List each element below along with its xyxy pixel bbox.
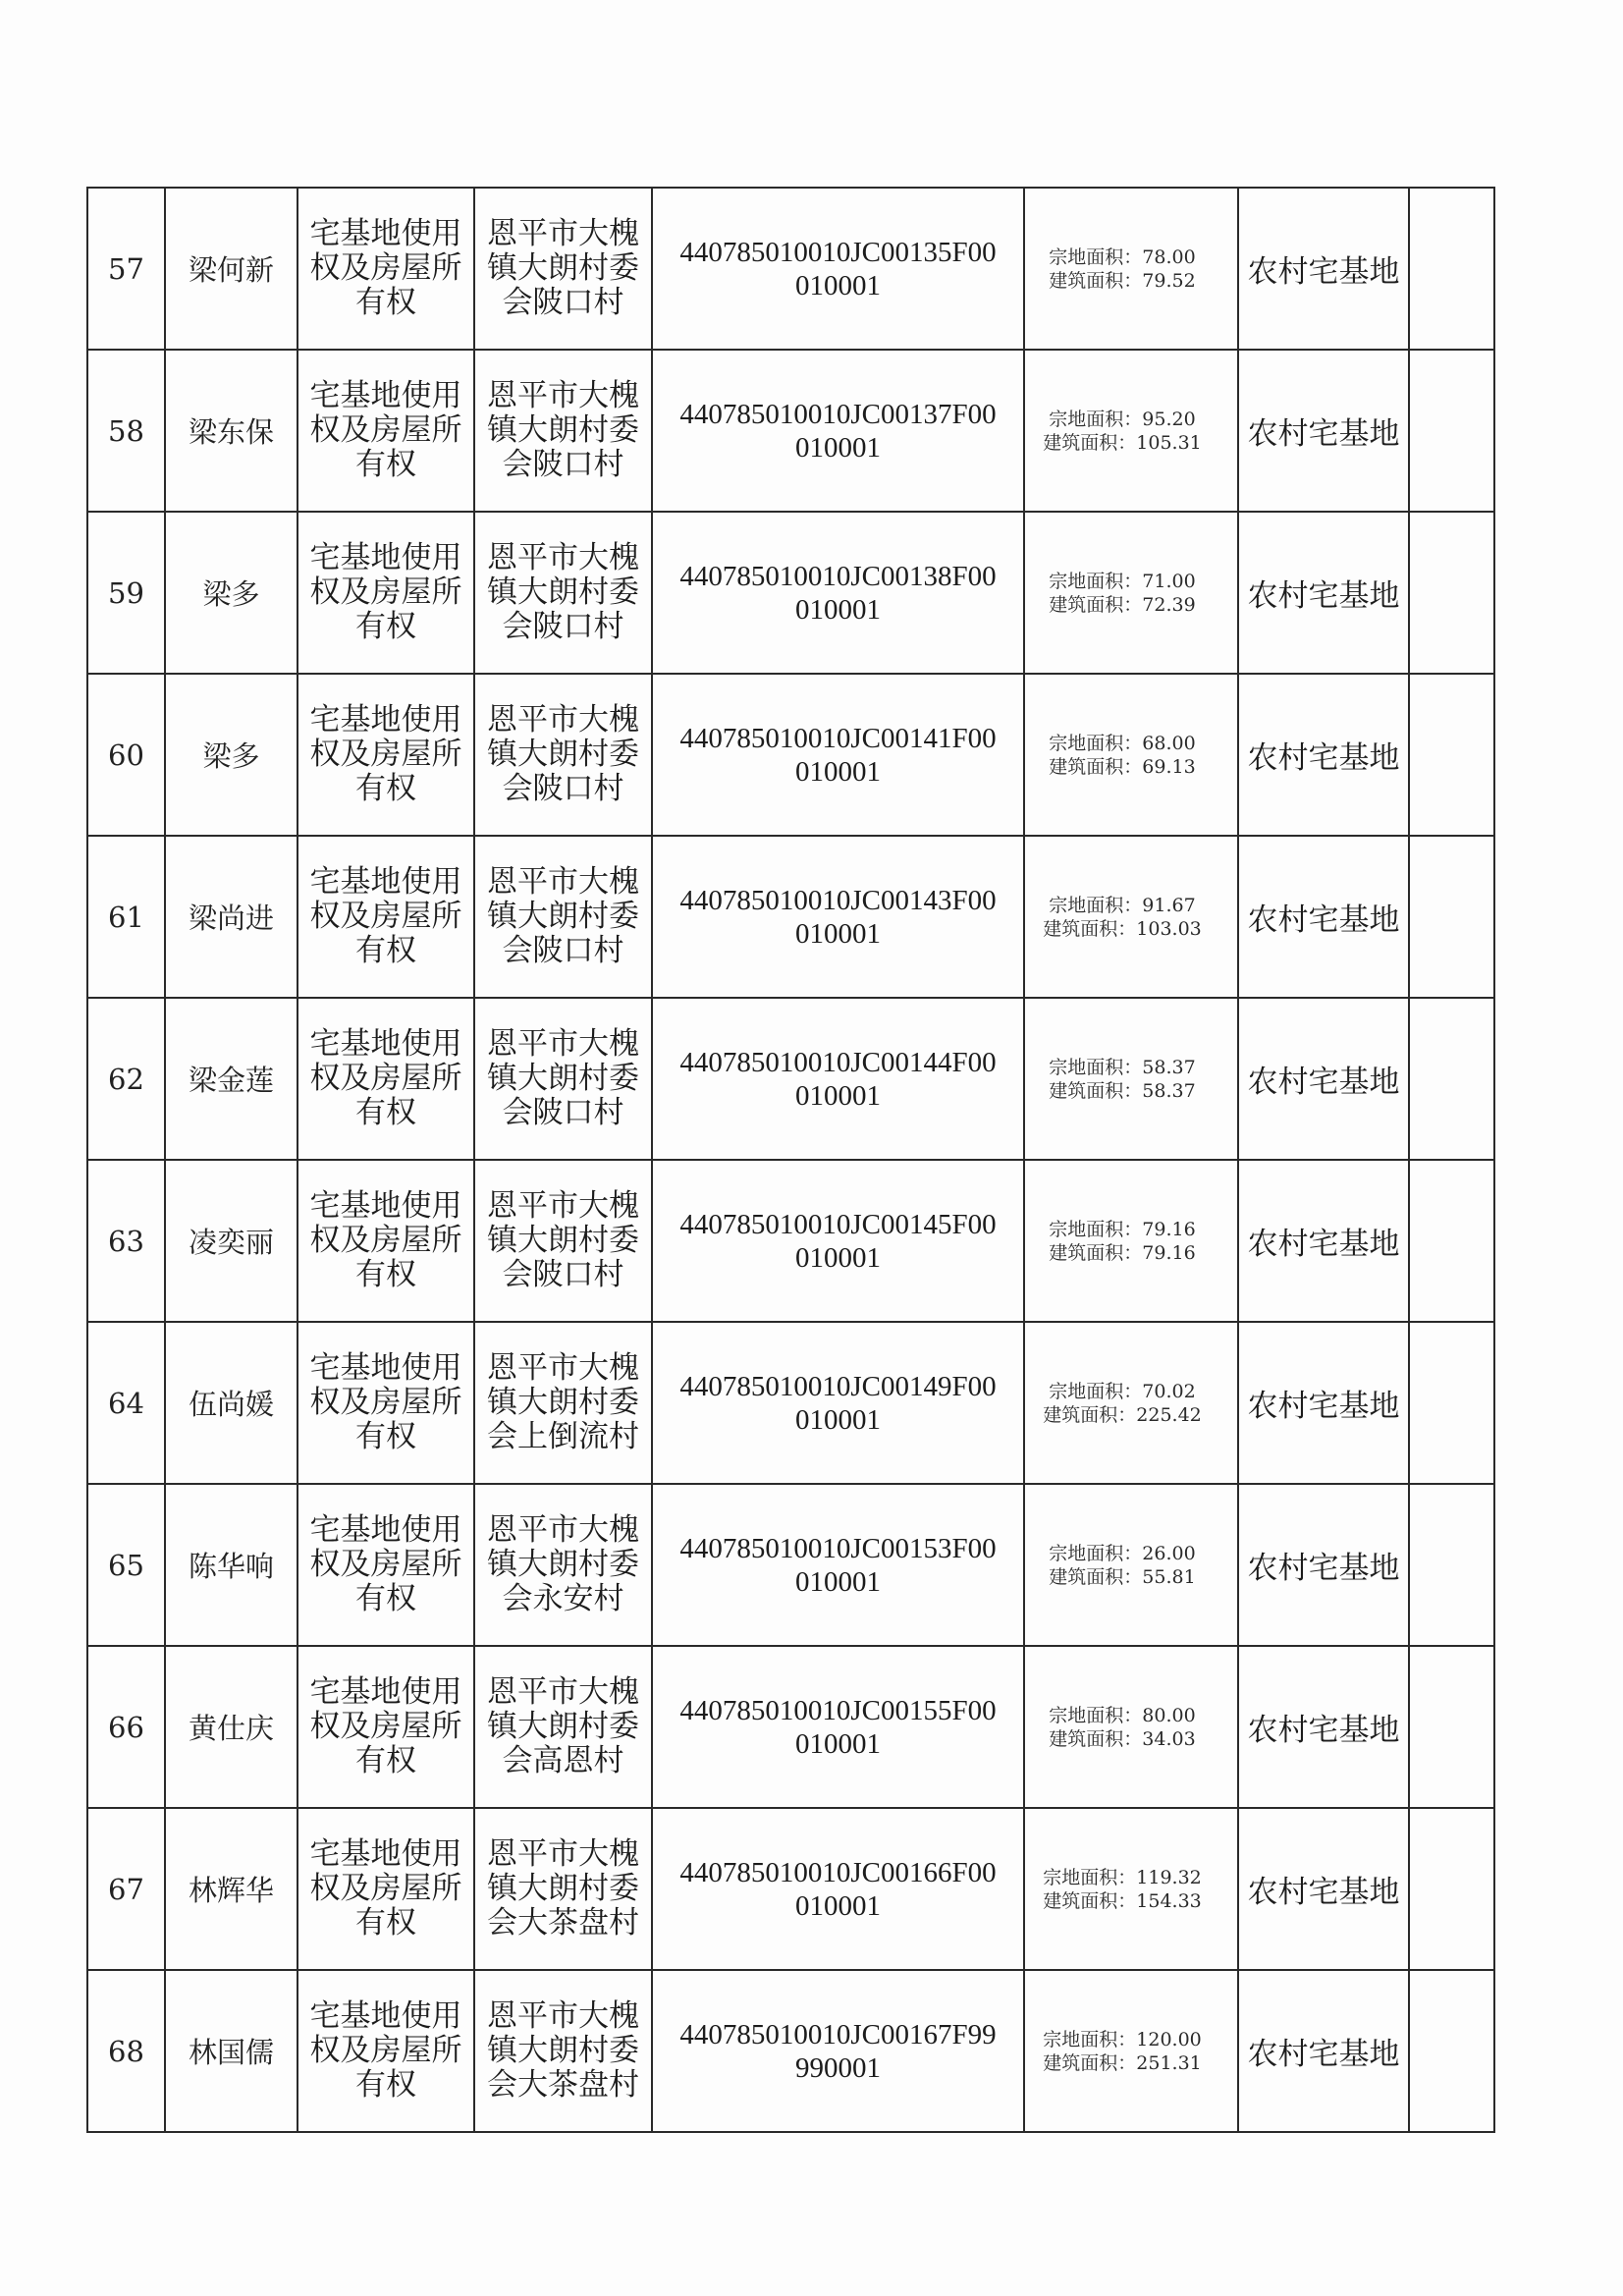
building-area-value: 225.42 [1136,1403,1202,1426]
land-use: 农村宅基地 [1238,1646,1409,1808]
remarks [1409,998,1494,1160]
location-line: 镇大朗村委 [487,899,639,934]
right-type-line: 宅基地使用 [309,864,462,900]
unit-code-line: 010001 [795,1565,881,1598]
unit-code-line: 440785010010JC00141F00 [679,722,997,754]
unit-code-line: 440785010010JC00135F00 [679,236,997,268]
right-type [298,1808,474,1970]
building-area-label: 建筑面积： [1043,431,1137,454]
right-type-line: 宅基地使用 [309,1674,462,1710]
location-line: 会大茶盘村 [487,2067,639,2103]
unit-code-line: 440785010010JC00145F00 [679,1208,997,1240]
right-type-line: 有权 [355,285,416,320]
unit-code-line: 010001 [795,593,881,626]
row-number: 65 [87,1484,165,1646]
right-type [298,1970,474,2132]
land-area-label: 宗地面积： [1049,1218,1143,1240]
owner-name: 梁尚进 [165,836,298,998]
location [474,1646,652,1808]
unit-code-line: 440785010010JC00143F00 [679,884,997,916]
unit-code-line: 010001 [795,1403,881,1436]
location-line: 恩平市大槐 [487,378,639,413]
location-line: 镇大朗村委 [487,1223,639,1258]
unit-code-line: 010001 [795,1241,881,1274]
land-area-label: 宗地面积： [1049,1056,1143,1078]
land-use: 农村宅基地 [1238,1322,1409,1484]
remarks [1409,512,1494,674]
land-area-label: 宗地面积： [1049,894,1143,916]
building-area [1025,1241,1237,1265]
location-line: 会上倒流村 [487,1419,639,1454]
building-area-value: 154.33 [1136,1889,1202,1912]
right-type-line: 宅基地使用 [309,702,462,738]
land-use: 农村宅基地 [1238,674,1409,836]
table-row [87,1484,1494,1646]
land-area-label: 宗地面积： [1043,1866,1137,1888]
right-type-line: 有权 [355,1419,416,1454]
location-line: 会陂口村 [502,771,624,806]
building-area-label: 建筑面积： [1049,1727,1143,1750]
remarks [1409,1646,1494,1808]
right-type-line: 宅基地使用 [309,216,462,251]
row-number: 64 [87,1322,165,1484]
right-type-line: 有权 [355,771,416,806]
unit-code [652,188,1024,350]
row-number: 62 [87,998,165,1160]
right-type-line: 有权 [355,2067,416,2103]
row-number: 59 [87,512,165,674]
location [474,1160,652,1322]
right-type-line: 宅基地使用 [309,378,462,413]
land-area-value: 26.00 [1142,1542,1196,1564]
location-line: 恩平市大槐 [487,1512,639,1548]
owner-name: 梁多 [165,674,298,836]
building-area [1025,1403,1237,1427]
building-area-value: 103.03 [1136,917,1202,940]
table-row [87,1970,1494,2132]
building-area [1025,2051,1237,2075]
land-use: 农村宅基地 [1238,350,1409,512]
table-row [87,1808,1494,1970]
building-area [1025,1079,1237,1103]
unit-code-line: 440785010010JC00166F00 [679,1856,997,1888]
land-area-value: 120.00 [1136,2028,1202,2050]
unit-code [652,674,1024,836]
right-type-line: 宅基地使用 [309,1350,462,1386]
land-area [1025,1704,1237,1727]
unit-code [652,512,1024,674]
building-area-label: 建筑面积： [1049,755,1143,778]
table-row [87,998,1494,1160]
owner-name: 陈华响 [165,1484,298,1646]
building-area-value: 251.31 [1136,2051,1202,2074]
unit-code [652,350,1024,512]
location-line: 镇大朗村委 [487,250,639,286]
location-line: 会高恩村 [502,1743,624,1778]
location-line: 镇大朗村委 [487,412,639,448]
building-area [1025,431,1237,455]
location-line: 镇大朗村委 [487,1547,639,1582]
land-area-label: 宗地面积： [1049,1542,1143,1564]
unit-code-line: 440785010010JC00138F00 [679,560,997,592]
right-type-line: 宅基地使用 [309,1188,462,1224]
right-type-line: 宅基地使用 [309,1026,462,1062]
table-body [87,188,1494,2132]
area-info [1024,350,1238,512]
location-line: 镇大朗村委 [487,1385,639,1420]
land-use: 农村宅基地 [1238,1970,1409,2132]
location-line: 恩平市大槐 [487,1026,639,1062]
location-line: 镇大朗村委 [487,574,639,610]
location [474,1808,652,1970]
building-area-value: 69.13 [1142,755,1196,778]
unit-code-line: 010001 [795,431,881,464]
building-area [1025,917,1237,941]
location [474,188,652,350]
owner-name: 林辉华 [165,1808,298,1970]
unit-code [652,1322,1024,1484]
building-area-label: 建筑面积： [1049,1079,1143,1102]
land-area [1025,1542,1237,1565]
location-line: 恩平市大槐 [487,540,639,575]
land-area [1025,570,1237,593]
unit-code-line: 440785010010JC00167F99 [679,2018,997,2050]
land-area-value: 119.32 [1136,1866,1202,1888]
owner-name: 伍尚媛 [165,1322,298,1484]
right-type-line: 权及房屋所 [309,574,462,610]
row-number: 63 [87,1160,165,1322]
right-type-line: 有权 [355,1095,416,1130]
building-area-label: 建筑面积： [1049,593,1143,616]
land-area [1025,732,1237,755]
land-area-label: 宗地面积： [1049,1380,1143,1402]
registration-table [86,187,1495,2133]
right-type-line: 宅基地使用 [309,540,462,575]
remarks [1409,1160,1494,1322]
right-type-line: 有权 [355,1581,416,1616]
location-line: 镇大朗村委 [487,737,639,772]
location-line: 会永安村 [502,1581,624,1616]
row-number: 67 [87,1808,165,1970]
owner-name: 林国儒 [165,1970,298,2132]
location-line: 恩平市大槐 [487,702,639,738]
location-line: 会陂口村 [502,1257,624,1292]
location [474,1322,652,1484]
location-line: 镇大朗村委 [487,2033,639,2068]
right-type [298,1484,474,1646]
land-area-value: 80.00 [1142,1704,1196,1726]
location-line: 恩平市大槐 [487,1188,639,1224]
unit-code [652,1970,1024,2132]
building-area-label: 建筑面积： [1043,917,1137,940]
land-area-value: 68.00 [1142,732,1196,754]
land-area-label: 宗地面积： [1049,1704,1143,1726]
location [474,1970,652,2132]
right-type [298,1160,474,1322]
table-row [87,1160,1494,1322]
location-line: 会陂口村 [502,285,624,320]
owner-name: 梁何新 [165,188,298,350]
location-line: 会大茶盘村 [487,1905,639,1941]
right-type-line: 权及房屋所 [309,250,462,286]
unit-code-line: 010001 [795,1727,881,1760]
unit-code-line: 990001 [795,2051,881,2084]
row-number: 57 [87,188,165,350]
location [474,1484,652,1646]
building-area [1025,1889,1237,1913]
building-area-label: 建筑面积： [1049,269,1143,292]
location-line: 恩平市大槐 [487,216,639,251]
unit-code-line: 010001 [795,917,881,950]
owner-name: 凌奕丽 [165,1160,298,1322]
location-line: 恩平市大槐 [487,1350,639,1386]
remarks [1409,836,1494,998]
land-use: 农村宅基地 [1238,998,1409,1160]
land-use: 农村宅基地 [1238,1160,1409,1322]
location-line: 恩平市大槐 [487,864,639,900]
unit-code-line: 440785010010JC00153F00 [679,1532,997,1564]
land-area-label: 宗地面积： [1049,732,1143,754]
land-area-value: 70.02 [1142,1380,1196,1402]
right-type-line: 权及房屋所 [309,1061,462,1096]
land-area-value: 79.16 [1142,1218,1196,1240]
remarks [1409,1322,1494,1484]
table-row [87,512,1494,674]
land-area [1025,408,1237,431]
right-type [298,188,474,350]
building-area [1025,1727,1237,1751]
right-type-line: 权及房屋所 [309,737,462,772]
right-type-line: 权及房屋所 [309,1871,462,1906]
table-row [87,836,1494,998]
location-line: 镇大朗村委 [487,1061,639,1096]
right-type [298,674,474,836]
right-type-line: 权及房屋所 [309,1385,462,1420]
row-number: 68 [87,1970,165,2132]
right-type-line: 权及房屋所 [309,1223,462,1258]
unit-code-line: 010001 [795,1079,881,1112]
right-type-line: 权及房屋所 [309,412,462,448]
area-info [1024,512,1238,674]
right-type-line: 有权 [355,447,416,482]
land-use: 农村宅基地 [1238,1808,1409,1970]
table-row [87,1322,1494,1484]
unit-code-line: 010001 [795,1889,881,1922]
land-area-value: 95.20 [1142,408,1196,430]
building-area [1025,1565,1237,1589]
unit-code-line: 010001 [795,269,881,301]
land-area [1025,2028,1237,2051]
land-area-value: 78.00 [1142,246,1196,268]
land-area [1025,1866,1237,1889]
unit-code [652,1646,1024,1808]
row-number: 66 [87,1646,165,1808]
land-area [1025,894,1237,917]
owner-name: 梁东保 [165,350,298,512]
area-info [1024,1646,1238,1808]
right-type-line: 有权 [355,609,416,644]
table-row [87,1646,1494,1808]
remarks [1409,674,1494,836]
building-area-label: 建筑面积： [1049,1241,1143,1264]
building-area-value: 79.16 [1142,1241,1196,1264]
remarks [1409,1808,1494,1970]
area-info [1024,836,1238,998]
land-use: 农村宅基地 [1238,1484,1409,1646]
land-area [1025,1218,1237,1241]
building-area-value: 55.81 [1142,1565,1196,1588]
right-type-line: 有权 [355,933,416,968]
land-area-value: 91.67 [1142,894,1196,916]
land-area-label: 宗地面积： [1049,570,1143,592]
table-row [87,350,1494,512]
row-number: 61 [87,836,165,998]
unit-code [652,998,1024,1160]
land-area-label: 宗地面积： [1049,408,1143,430]
unit-code [652,1484,1024,1646]
location-line: 会陂口村 [502,933,624,968]
building-area [1025,755,1237,779]
right-type-line: 宅基地使用 [309,1836,462,1872]
unit-code-line: 010001 [795,755,881,788]
land-area-label: 宗地面积： [1049,246,1143,268]
building-area-label: 建筑面积： [1043,1403,1137,1426]
right-type [298,998,474,1160]
location [474,836,652,998]
location-line: 恩平市大槐 [487,1998,639,2034]
building-area-value: 72.39 [1142,593,1196,616]
building-area [1025,593,1237,617]
unit-code-line: 440785010010JC00155F00 [679,1694,997,1726]
land-use: 农村宅基地 [1238,836,1409,998]
right-type [298,512,474,674]
right-type-line: 权及房屋所 [309,899,462,934]
area-info [1024,998,1238,1160]
owner-name: 梁金莲 [165,998,298,1160]
location-line: 会陂口村 [502,609,624,644]
right-type-line: 权及房屋所 [309,2033,462,2068]
right-type [298,1322,474,1484]
location-line: 会陂口村 [502,1095,624,1130]
unit-code-line: 440785010010JC00137F00 [679,398,997,430]
area-info [1024,188,1238,350]
location-line: 恩平市大槐 [487,1674,639,1710]
right-type-line: 权及房屋所 [309,1709,462,1744]
location [474,674,652,836]
building-area [1025,269,1237,293]
location-line: 镇大朗村委 [487,1871,639,1906]
table-row [87,674,1494,836]
right-type [298,1646,474,1808]
land-area [1025,1380,1237,1403]
location [474,350,652,512]
land-area-value: 58.37 [1142,1056,1196,1078]
row-number: 60 [87,674,165,836]
area-info [1024,1160,1238,1322]
row-number: 58 [87,350,165,512]
remarks [1409,1484,1494,1646]
unit-code [652,1808,1024,1970]
unit-code [652,1160,1024,1322]
area-info [1024,1808,1238,1970]
area-info [1024,674,1238,836]
location-line: 恩平市大槐 [487,1836,639,1872]
building-area-value: 79.52 [1142,269,1196,292]
area-info [1024,1322,1238,1484]
right-type-line: 有权 [355,1743,416,1778]
remarks [1409,350,1494,512]
land-area [1025,246,1237,269]
land-use: 农村宅基地 [1238,512,1409,674]
building-area-value: 58.37 [1142,1079,1196,1102]
land-area-value: 71.00 [1142,570,1196,592]
unit-code [652,836,1024,998]
unit-code-line: 440785010010JC00149F00 [679,1370,997,1402]
land-area [1025,1056,1237,1079]
right-type-line: 宅基地使用 [309,1998,462,2034]
right-type-line: 有权 [355,1905,416,1941]
right-type-line: 宅基地使用 [309,1512,462,1548]
area-info [1024,1484,1238,1646]
area-info [1024,1970,1238,2132]
building-area-label: 建筑面积： [1049,1565,1143,1588]
remarks [1409,188,1494,350]
remarks [1409,1970,1494,2132]
table-row [87,188,1494,350]
right-type-line: 有权 [355,1257,416,1292]
building-area-value: 105.31 [1136,431,1202,454]
owner-name: 黄仕庆 [165,1646,298,1808]
land-area-label: 宗地面积： [1043,2028,1137,2050]
owner-name: 梁多 [165,512,298,674]
location [474,998,652,1160]
building-area-label: 建筑面积： [1043,2051,1137,2074]
location-line: 镇大朗村委 [487,1709,639,1744]
land-use: 农村宅基地 [1238,188,1409,350]
location-line: 会陂口村 [502,447,624,482]
right-type [298,836,474,998]
right-type-line: 权及房屋所 [309,1547,462,1582]
building-area-label: 建筑面积： [1043,1889,1137,1912]
location [474,512,652,674]
unit-code-line: 440785010010JC00144F00 [679,1046,997,1078]
building-area-value: 34.03 [1142,1727,1196,1750]
right-type [298,350,474,512]
